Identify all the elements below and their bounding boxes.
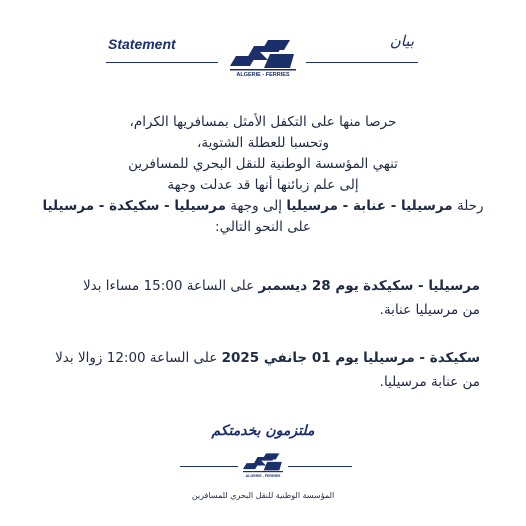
trip-2-date: يوم 01 جانفي 2025	[221, 350, 359, 366]
trip-2-line-1	[20, 346, 480, 370]
intro-line-2: وتحسبا للعطلة الشتوية،	[197, 135, 329, 151]
intro-text	[40, 112, 486, 238]
trip-1-line-2: من مرسيليا عنابة.	[379, 302, 480, 318]
trip-1-line-1	[20, 274, 480, 298]
trip-1-time: على الساعة 15:00 مساءا بدلا	[82, 278, 255, 294]
intro-line-3: تنهي المؤسسة الوطنية للنقل البحري للمسافرين	[128, 156, 398, 172]
footer-company: المؤسسة الوطنية للنقل البحري للمسافرين	[191, 491, 335, 500]
ship-logo-small-icon	[243, 452, 283, 473]
route-old: مرسيليا - عنابة - مرسيليا	[286, 198, 453, 214]
intro-line-6: على النحو التالي:	[215, 219, 311, 235]
trip-1-route: مرسيليا - سكيكدة	[363, 278, 480, 294]
ship-logo-icon	[230, 38, 296, 72]
header	[0, 0, 526, 90]
trip-2-line-2: من عنابة مرسيليا.	[379, 374, 480, 390]
trip-1-date: يوم 28 ديسمبر	[258, 278, 359, 294]
header-divider-right	[306, 62, 418, 63]
intro-line-4: إلى علم زبائنها أنها قد عدلت وجهة	[167, 177, 359, 193]
footer-logo	[243, 452, 283, 482]
signature: ملتزمون بخدمتكم	[211, 423, 315, 439]
trip-2	[20, 346, 480, 394]
intro-line-1: حرصا منها على التكفل الأمثل بمسافريها الكرام،	[129, 114, 397, 130]
intro-line-5-c: إلى وجهة	[230, 198, 283, 214]
trip-2-route: سكيكدة - مرسيليا	[363, 350, 480, 366]
logo-caption: ALGERIE - FERRIES	[236, 72, 290, 78]
footer-logo-caption: ALGERIE - FERRIES	[245, 474, 281, 478]
route-new: مرسيليا - سكيكدة - مرسيليا	[42, 198, 226, 214]
intro-line-5-a: رحلة	[456, 198, 484, 214]
title-english: Statement	[108, 36, 176, 52]
algerie-ferries-logo	[230, 38, 296, 84]
footer-divider-left	[180, 466, 238, 467]
header-divider-left	[106, 62, 218, 63]
intro-line-5	[40, 196, 486, 217]
footer-divider-right	[288, 466, 352, 467]
title-arabic: بيان	[389, 32, 414, 50]
trip-2-time: على الساعة 12:00 زوالا بدلا	[55, 350, 218, 366]
trip-1	[20, 274, 480, 322]
